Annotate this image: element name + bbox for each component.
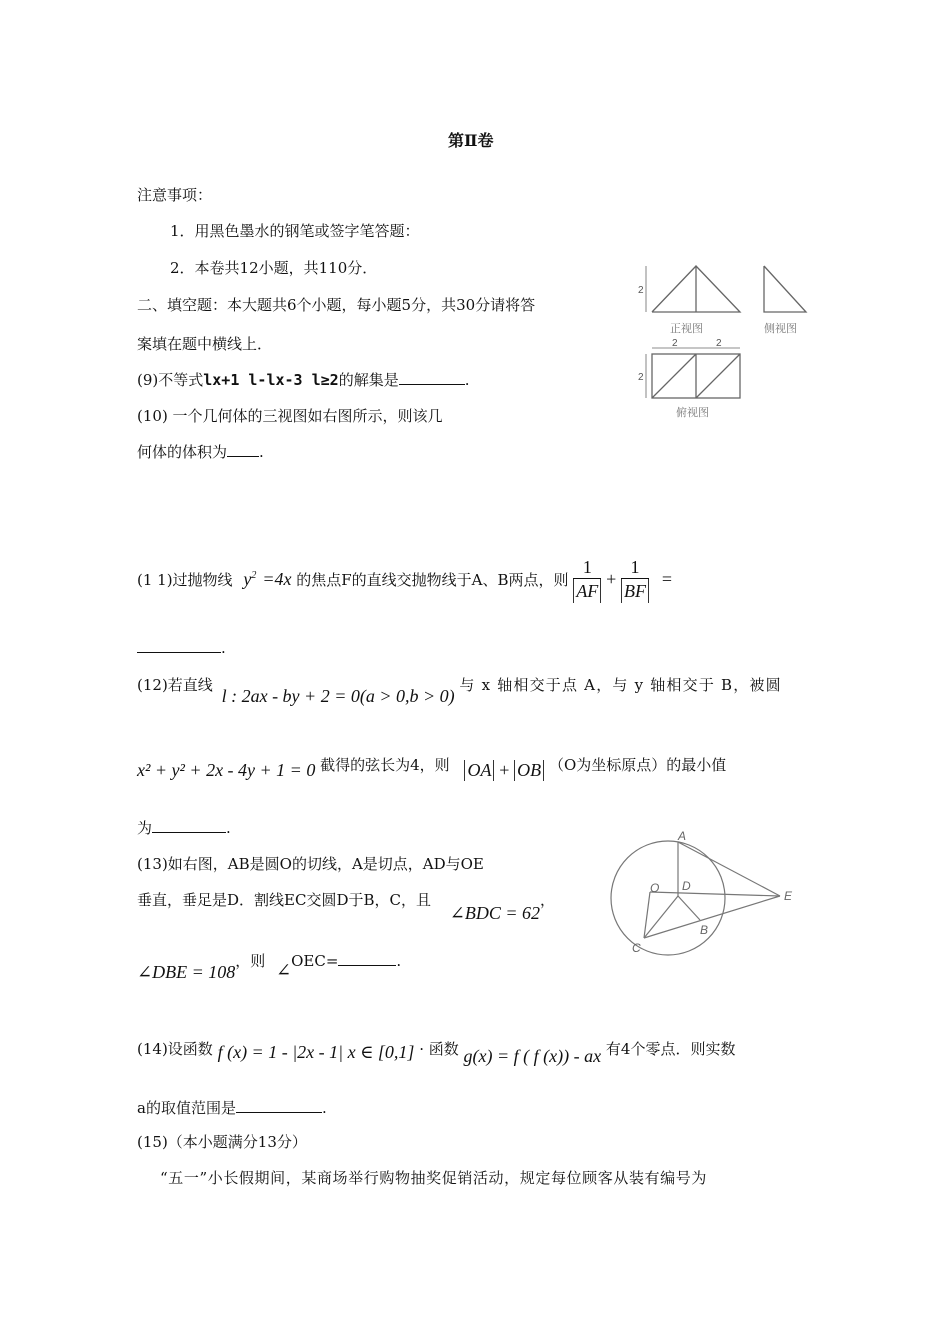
front-height-dim: 2 — [638, 285, 644, 296]
q13-angle-symbol: ∠ — [276, 960, 292, 980]
q12-middle: 与 x 轴相交于点 A，与 y 轴相交于 B，被圆 — [459, 676, 782, 694]
q14-suffix: 有4个零点．则实数 — [605, 1040, 736, 1058]
question-12-line1 — [137, 674, 782, 706]
q10-answer-blank — [227, 442, 259, 457]
q11-end: . — [221, 639, 226, 657]
question-11 — [137, 556, 672, 603]
q14-dot: · — [419, 1040, 424, 1058]
point-c-label: C — [632, 941, 641, 955]
q14-line2-prefix: a的取值范围是 — [137, 1099, 236, 1117]
q11-fraction-1: $\frac{1}{AF}$ — [573, 556, 601, 603]
notes-item-1: 1．用黑色墨水的钢笔或签字笔答题： — [170, 222, 420, 240]
side-view-label: 侧视图 — [764, 323, 797, 335]
q12-ob: OB — [514, 760, 544, 781]
section-heading-line1: 二、填空题：本大题共6个小题，每小题5分，共30分请将答 — [137, 296, 536, 314]
top-height-dim: 2 — [638, 372, 644, 383]
q10-end: . — [259, 443, 264, 461]
q9-end: . — [464, 371, 470, 389]
q9-prefix: (9)不等式 — [137, 371, 204, 389]
q11-answer-line — [137, 638, 226, 657]
q12-answer-blank — [152, 818, 226, 833]
point-d-label: D — [682, 879, 691, 893]
q12-line-equation: l : 2ax - by + 2 = 0(a > 0,b > 0) — [221, 686, 455, 706]
q13-then: ，则 — [235, 952, 266, 970]
q11-prefix: (1 1)过抛物线 — [137, 571, 233, 589]
notes-item-2: 2．本卷共12小题，共110分． — [170, 259, 378, 277]
question-10-line2 — [137, 441, 264, 462]
front-view-label: 正视图 — [670, 323, 703, 335]
question-15-heading: (15)（本小题满分13分） — [137, 1133, 307, 1151]
q12-end: . — [226, 819, 231, 837]
question-10-line1: (10) 一个几何体的三视图如右图所示，则该几 — [137, 407, 443, 425]
q14-end: . — [321, 1099, 327, 1117]
q12-origin-note: （O为坐标原点）的最小值 — [548, 756, 727, 774]
q13-comma: ， — [540, 891, 556, 909]
q13-end: . — [396, 952, 402, 970]
q14-prefix: (14)设函数 — [137, 1040, 213, 1058]
q12-chord: 截得的弦长为4，则 — [320, 756, 450, 774]
question-13-line3 — [137, 950, 402, 982]
question-13-line2 — [137, 889, 556, 923]
notes-heading: 注意事项： — [137, 186, 213, 204]
question-9 — [137, 369, 470, 390]
question-12-line3 — [137, 817, 231, 838]
q9-expression: lx+1 l-lx-3 l≥2 — [203, 371, 339, 389]
side-view-shape — [764, 266, 806, 312]
top-left-dim: 2 — [672, 338, 678, 349]
question-12-line2 — [137, 756, 727, 781]
q11-equals: = — [661, 569, 672, 589]
point-e-label: E — [784, 889, 793, 903]
point-o-label: O — [650, 881, 660, 895]
circle-tangent-figure — [600, 830, 810, 960]
q12-plus: + — [499, 760, 510, 780]
q11-plus: + — [606, 569, 617, 589]
three-view-figure — [636, 258, 816, 420]
question-13-line1: (13)如右图，AB是圆O的切线，A是切点，AD与OE — [137, 855, 484, 873]
point-a-label: A — [678, 830, 687, 843]
top-right-dim: 2 — [716, 338, 722, 349]
point-b-label: B — [700, 923, 709, 937]
question-14-line1 — [137, 1038, 736, 1066]
q9-suffix: 的解集是 — [338, 371, 399, 389]
q12-prefix: (12)若直线 — [137, 676, 213, 694]
q12-circle-equation: x² + y² + 2x - 4y + 1 = 0 — [137, 760, 316, 780]
section-heading-line2: 案填在题中横线上． — [137, 335, 273, 353]
page-title: 第Ⅱ卷 — [448, 131, 494, 150]
q12-last-prefix: 为 — [137, 819, 153, 837]
q14-f-definition: f (x) = 1 - |2x - 1| x ∈ [0,1] — [217, 1042, 415, 1062]
q10-line2-prefix: 何体的体积为 — [137, 443, 228, 461]
q13-angle-bdc: ∠BDC = 62 — [449, 903, 540, 923]
q13-oec: OEC= — [291, 952, 339, 970]
q14-middle: 函数 — [428, 1040, 459, 1058]
q11-middle: 的焦点F的直线交抛物线于A、B两点，则 — [296, 571, 569, 589]
q11-answer-blank — [137, 638, 221, 653]
q13-angle-dbe: ∠DBE = 108 — [137, 962, 236, 982]
question-14-line2 — [137, 1097, 327, 1118]
q14-g-definition: g(x) = f ( f (x)) - ax — [463, 1046, 602, 1066]
question-15-text: “五一”小长假期间，某商场举行购物抽奖促销活动，规定每位顾客从装有编号为 — [160, 1169, 707, 1187]
q13-answer-blank — [338, 951, 396, 966]
q12-oa: OA — [464, 760, 494, 781]
q9-answer-blank — [399, 370, 465, 385]
q11-parabola: $y^2 =4x$ — [243, 569, 292, 589]
q11-fraction-2: $\frac{1}{BF}$ — [621, 556, 649, 603]
q14-answer-blank — [236, 1098, 322, 1113]
top-view-label: 俯视图 — [676, 407, 709, 419]
q13-line2-text: 垂直，垂足是D．割线EC交圆D于B，C，且 — [137, 891, 431, 909]
